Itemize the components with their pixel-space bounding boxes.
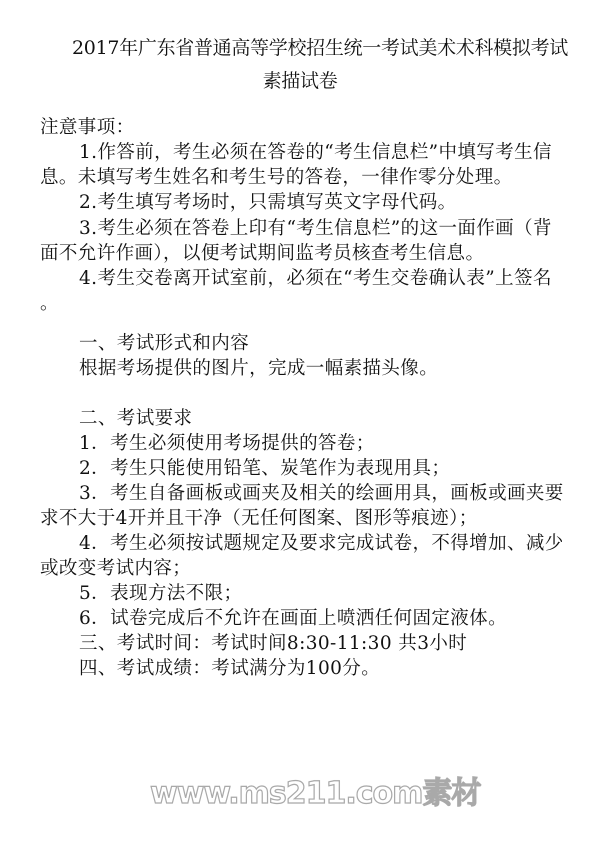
requirement-line: 1．考生必须使用考场提供的答卷；: [79, 433, 375, 454]
document-subtitle: 素描试卷: [262, 70, 338, 92]
section-heading: 二、考试要求: [79, 408, 193, 429]
section-exam-score: 四、考试成绩：考试满分为100分。: [79, 658, 381, 679]
notes-line: 3.考生必须在答卷上印有“考生信息栏”的这一面作画（背: [79, 218, 552, 239]
requirement-line: 6．试卷完成后不允许在画面上喷洒任何固定液体。: [79, 608, 507, 629]
requirement-line: 5．表现方法不限；: [79, 583, 243, 604]
requirement-line: 2．考生只能使用铅笔、炭笔作为表现用具；: [79, 458, 451, 479]
notes-line: 4.考生交卷离开试室前，必须在“考生交卷确认表”上签名: [79, 268, 552, 289]
notes-line: 面不允许作画），以便考试期间监考员核查考生信息。: [40, 243, 485, 264]
document-title: 2017年广东省普通高等学校招生统一考试美术术科模拟考试: [72, 37, 568, 59]
requirement-line: 3．考生自备画板或画夹及相关的绘画用具，画板或画夹要: [79, 483, 564, 504]
watermark: www.ms211.com素材: [150, 776, 481, 811]
section-heading: 一、考试形式和内容: [79, 333, 250, 354]
requirement-line: 求不大于4开并且干净（无任何图案、图形等痕迹）；: [40, 508, 478, 529]
notes-line: 1.作答前，考生必须在答卷的“考生信息栏”中填写考生信: [79, 142, 552, 163]
requirement-line: 或改变考试内容；: [40, 558, 192, 579]
requirement-line: 4．考生必须按试题规定及要求完成试卷，不得增加、减少: [79, 533, 564, 554]
notes-line: 息。未填写考生姓名和考生号的答卷，一律作零分处理。: [40, 167, 513, 188]
notes-line: 2.考生填写考场时，只需填写英文字母代码。: [79, 192, 457, 213]
section-body: 根据考场提供的图片，完成一幅素描头像。: [79, 358, 439, 379]
section-exam-time: 三、考试时间：考试时间8:30-11:30 共3小时: [79, 633, 468, 654]
notes-line: 。: [40, 293, 59, 314]
notes-heading: 注意事项：: [40, 117, 135, 138]
